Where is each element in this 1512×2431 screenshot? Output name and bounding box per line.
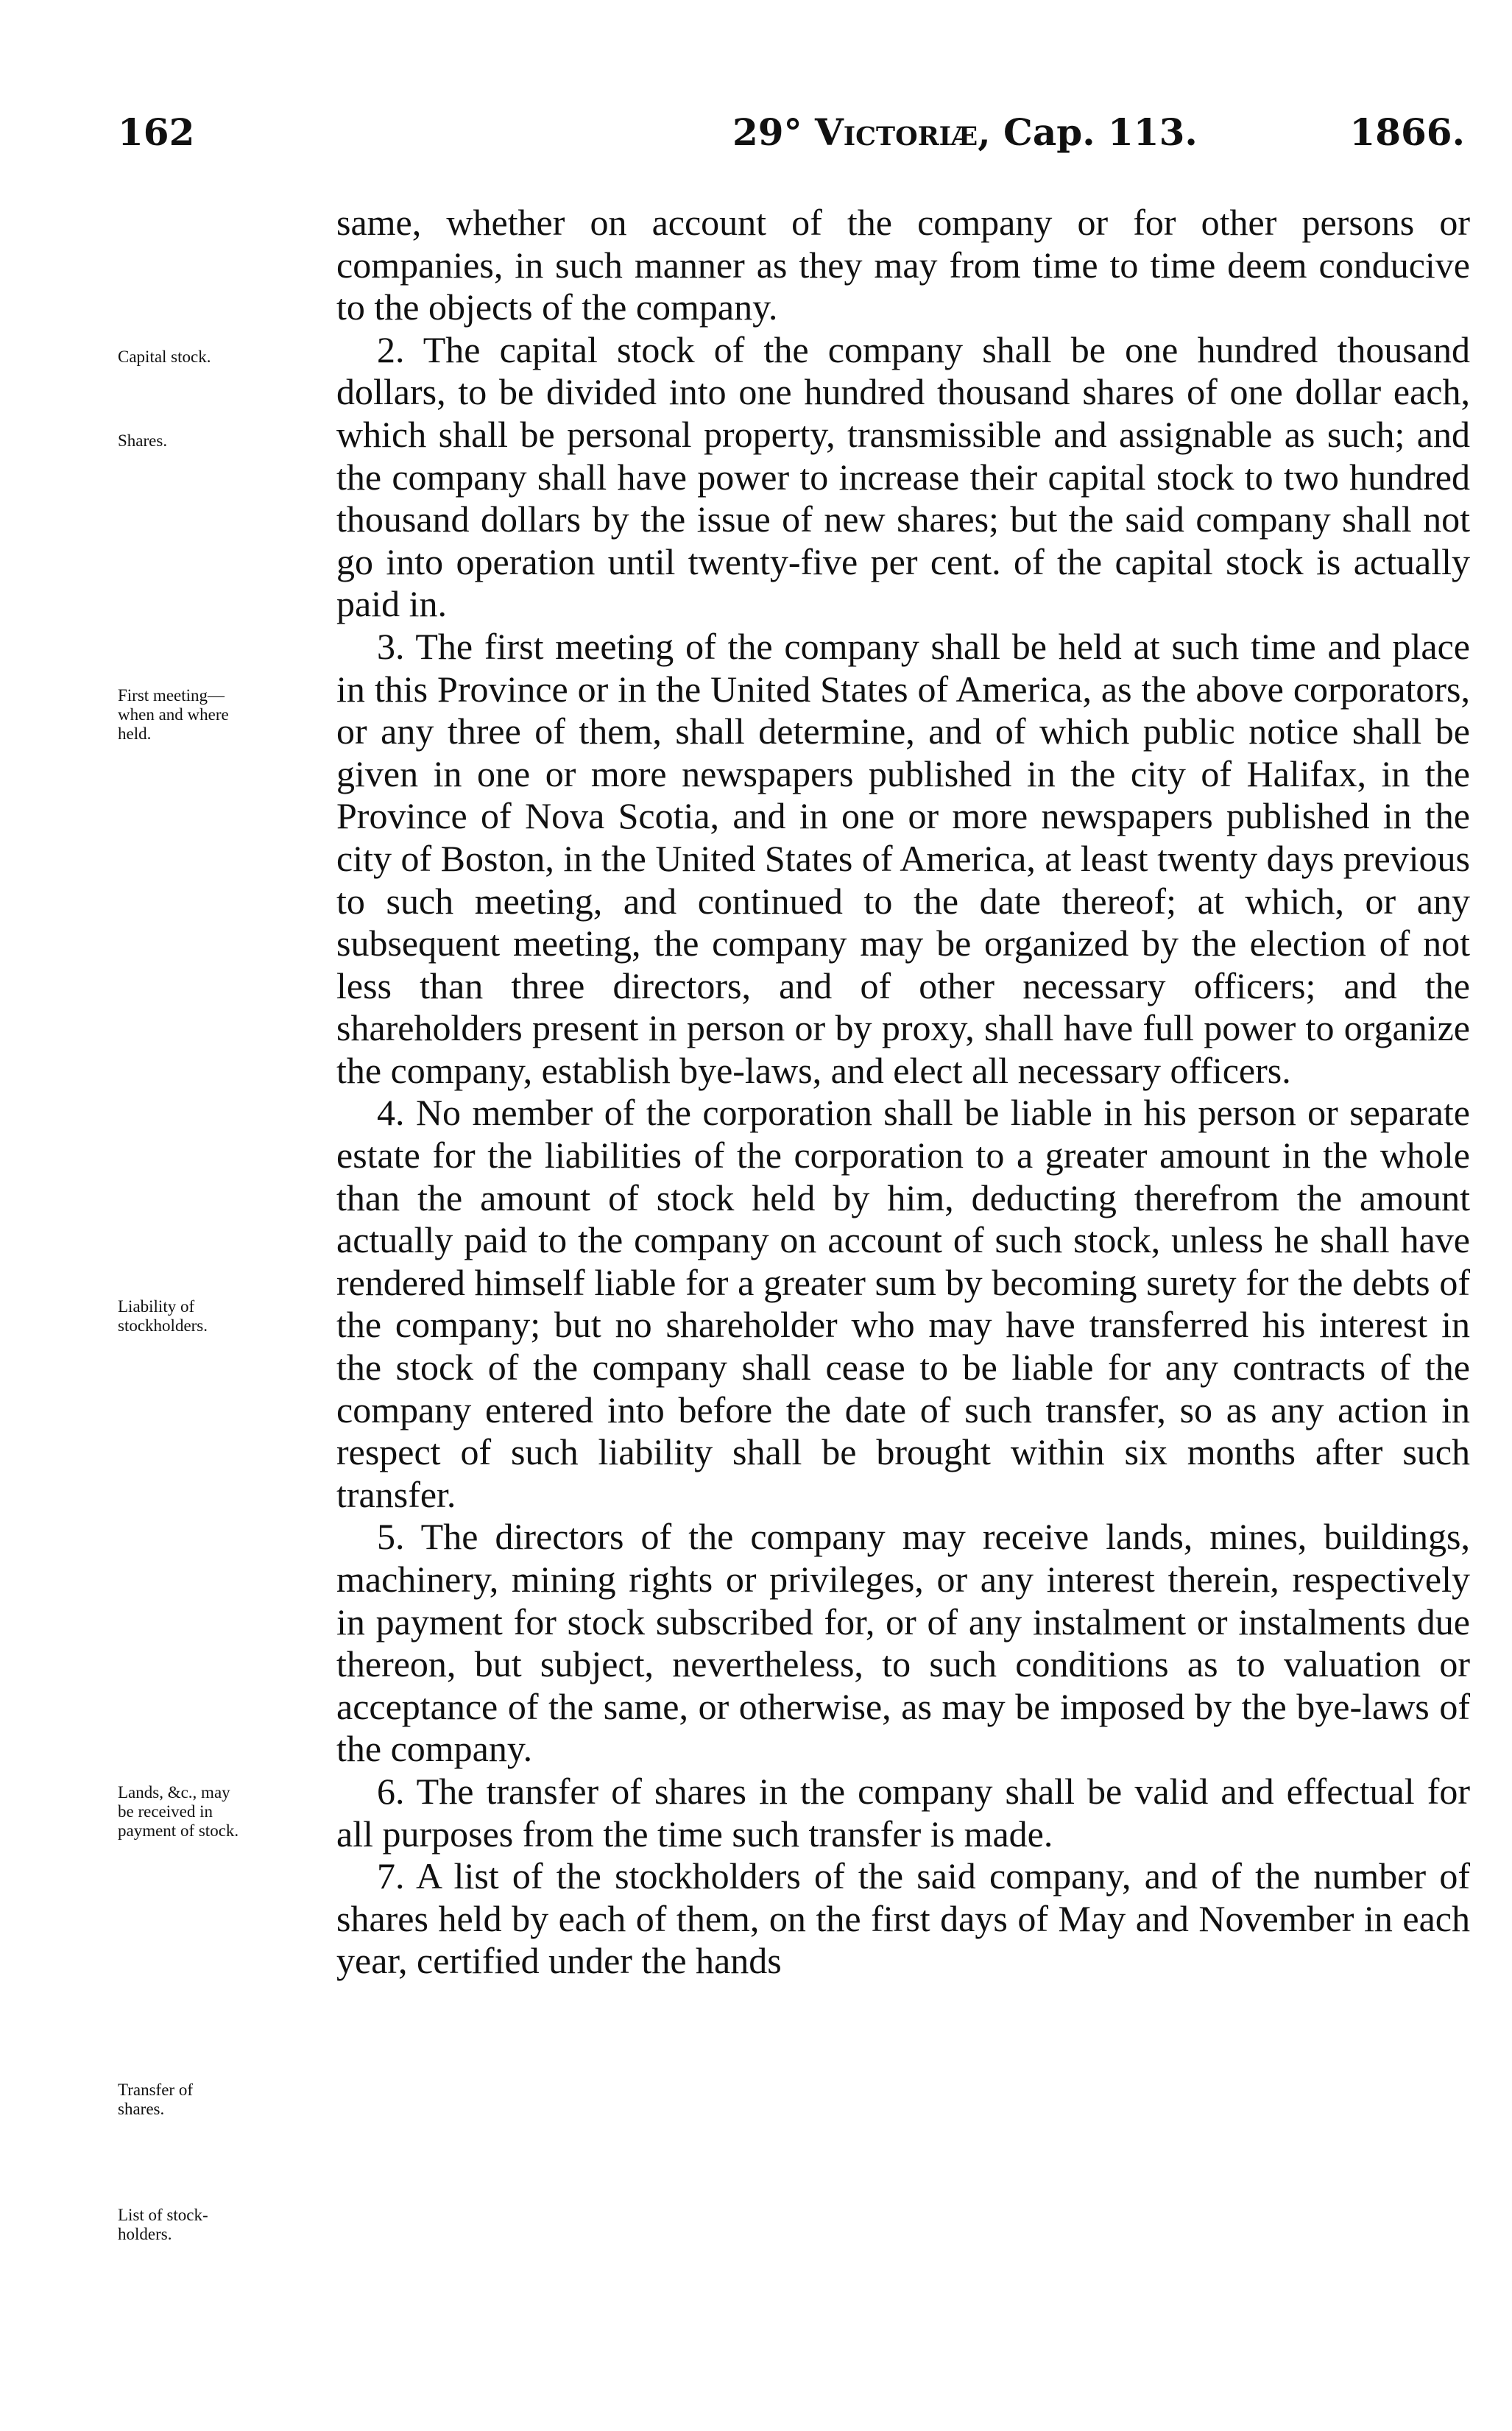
margin-note-list: List of stock-holders. [118, 2206, 208, 2243]
running-header [118, 110, 1472, 162]
page-number: 162 [118, 110, 195, 154]
chapter-number: , Cap. 113. [978, 110, 1198, 154]
sovereign-name: Victoriæ [815, 110, 978, 154]
act-citation [732, 110, 1198, 154]
header-year: 1866. [1349, 110, 1465, 154]
margin-note-shares: Shares. [118, 431, 168, 450]
body-text [336, 202, 1470, 1983]
section-4: 4. No member of the corporation shall be liable in his person or separate estate for the liabilities of the corporation to a greater amount in the whole than the amount of stock held by him, deducting therefrom the amount actually paid to the company on account of such stock, unless he shall have rendered himself liable for a greater sum by becoming surety for the debts of the company; but no shareholder who may have transferred his interest in the stock of the company shall cease to be liable for any contracts of the company entered into before the date of such transfer, so as any action in respect of such liability shall be brought within six months after such transfer. [336, 1092, 1470, 1515]
section-6: 6. The transfer of shares in the company shall be valid and effectual for all purposes from the time such transfer is made. [336, 1770, 1470, 1855]
section-5: 5. The directors of the company may receive lands, mines, buildings, machinery, mining rights or privileges, or any interest therein, respectively in payment for stock subscribed for, or of any instalment or instalments due thereon, but subject, nevertheless, to such conditions as to valuation or acceptance of the same, or otherwise, as may be imposed by the bye-laws of the company. [336, 1516, 1470, 1770]
margin-note-capital-stock: Capital stock. [118, 347, 211, 366]
margin-note-liability: Liability of stockholders. [118, 1297, 208, 1335]
section-3: 3. The first meeting of the company shall be held at such time and place in this Province or in the United States of America, as the above corporators, or any three of them, shall determine, and of which public notice shall be given in one or more newspapers published in the city of Halifax, in the Province of Nova Scotia, and in one or more newspapers published in the city of Boston, in the United States of America, at least twenty days previous to such meeting, and continued to the date thereof; at which, or any subsequent meeting, the company may be organized by the election of not less than three directors, and of other necessary officers; and the shareholders present in person or by proxy, shall have full power to organize the company, establish bye-laws, and elect all necessary officers. [336, 625, 1470, 1091]
margin-note-transfer: Transfer of shares. [118, 2081, 193, 2118]
margin-note-lands: Lands, &c., may be received in payment of stock. [118, 1783, 239, 1840]
section-2: 2. The capital stock of the company shall be one hundred thousand dollars, to be divided into one hundred thousand shares of one dollar each, which shall be personal property, transmissible and assignable as such; and the company shall have power to increase their capital stock to two hundred thousand dollars by the issue of new shares; but the said company shall not go into operation until twenty-five per cent. of the capital stock is actually paid in. [336, 328, 1470, 625]
paragraph-continuation: same, whether on account of the company or for other persons or companies, in such manner as they may from time to time deem conducive to the objects of the company. [336, 202, 1470, 328]
section-7: 7. A list of the stockholders of the said company, and of the number of shares held by each of them, on the first days of May and November in each year, certified under the hands [336, 1855, 1470, 1982]
regnal-year: 29° [732, 110, 802, 154]
margin-note-first-meeting: First meeting—when and where held. [118, 686, 229, 743]
